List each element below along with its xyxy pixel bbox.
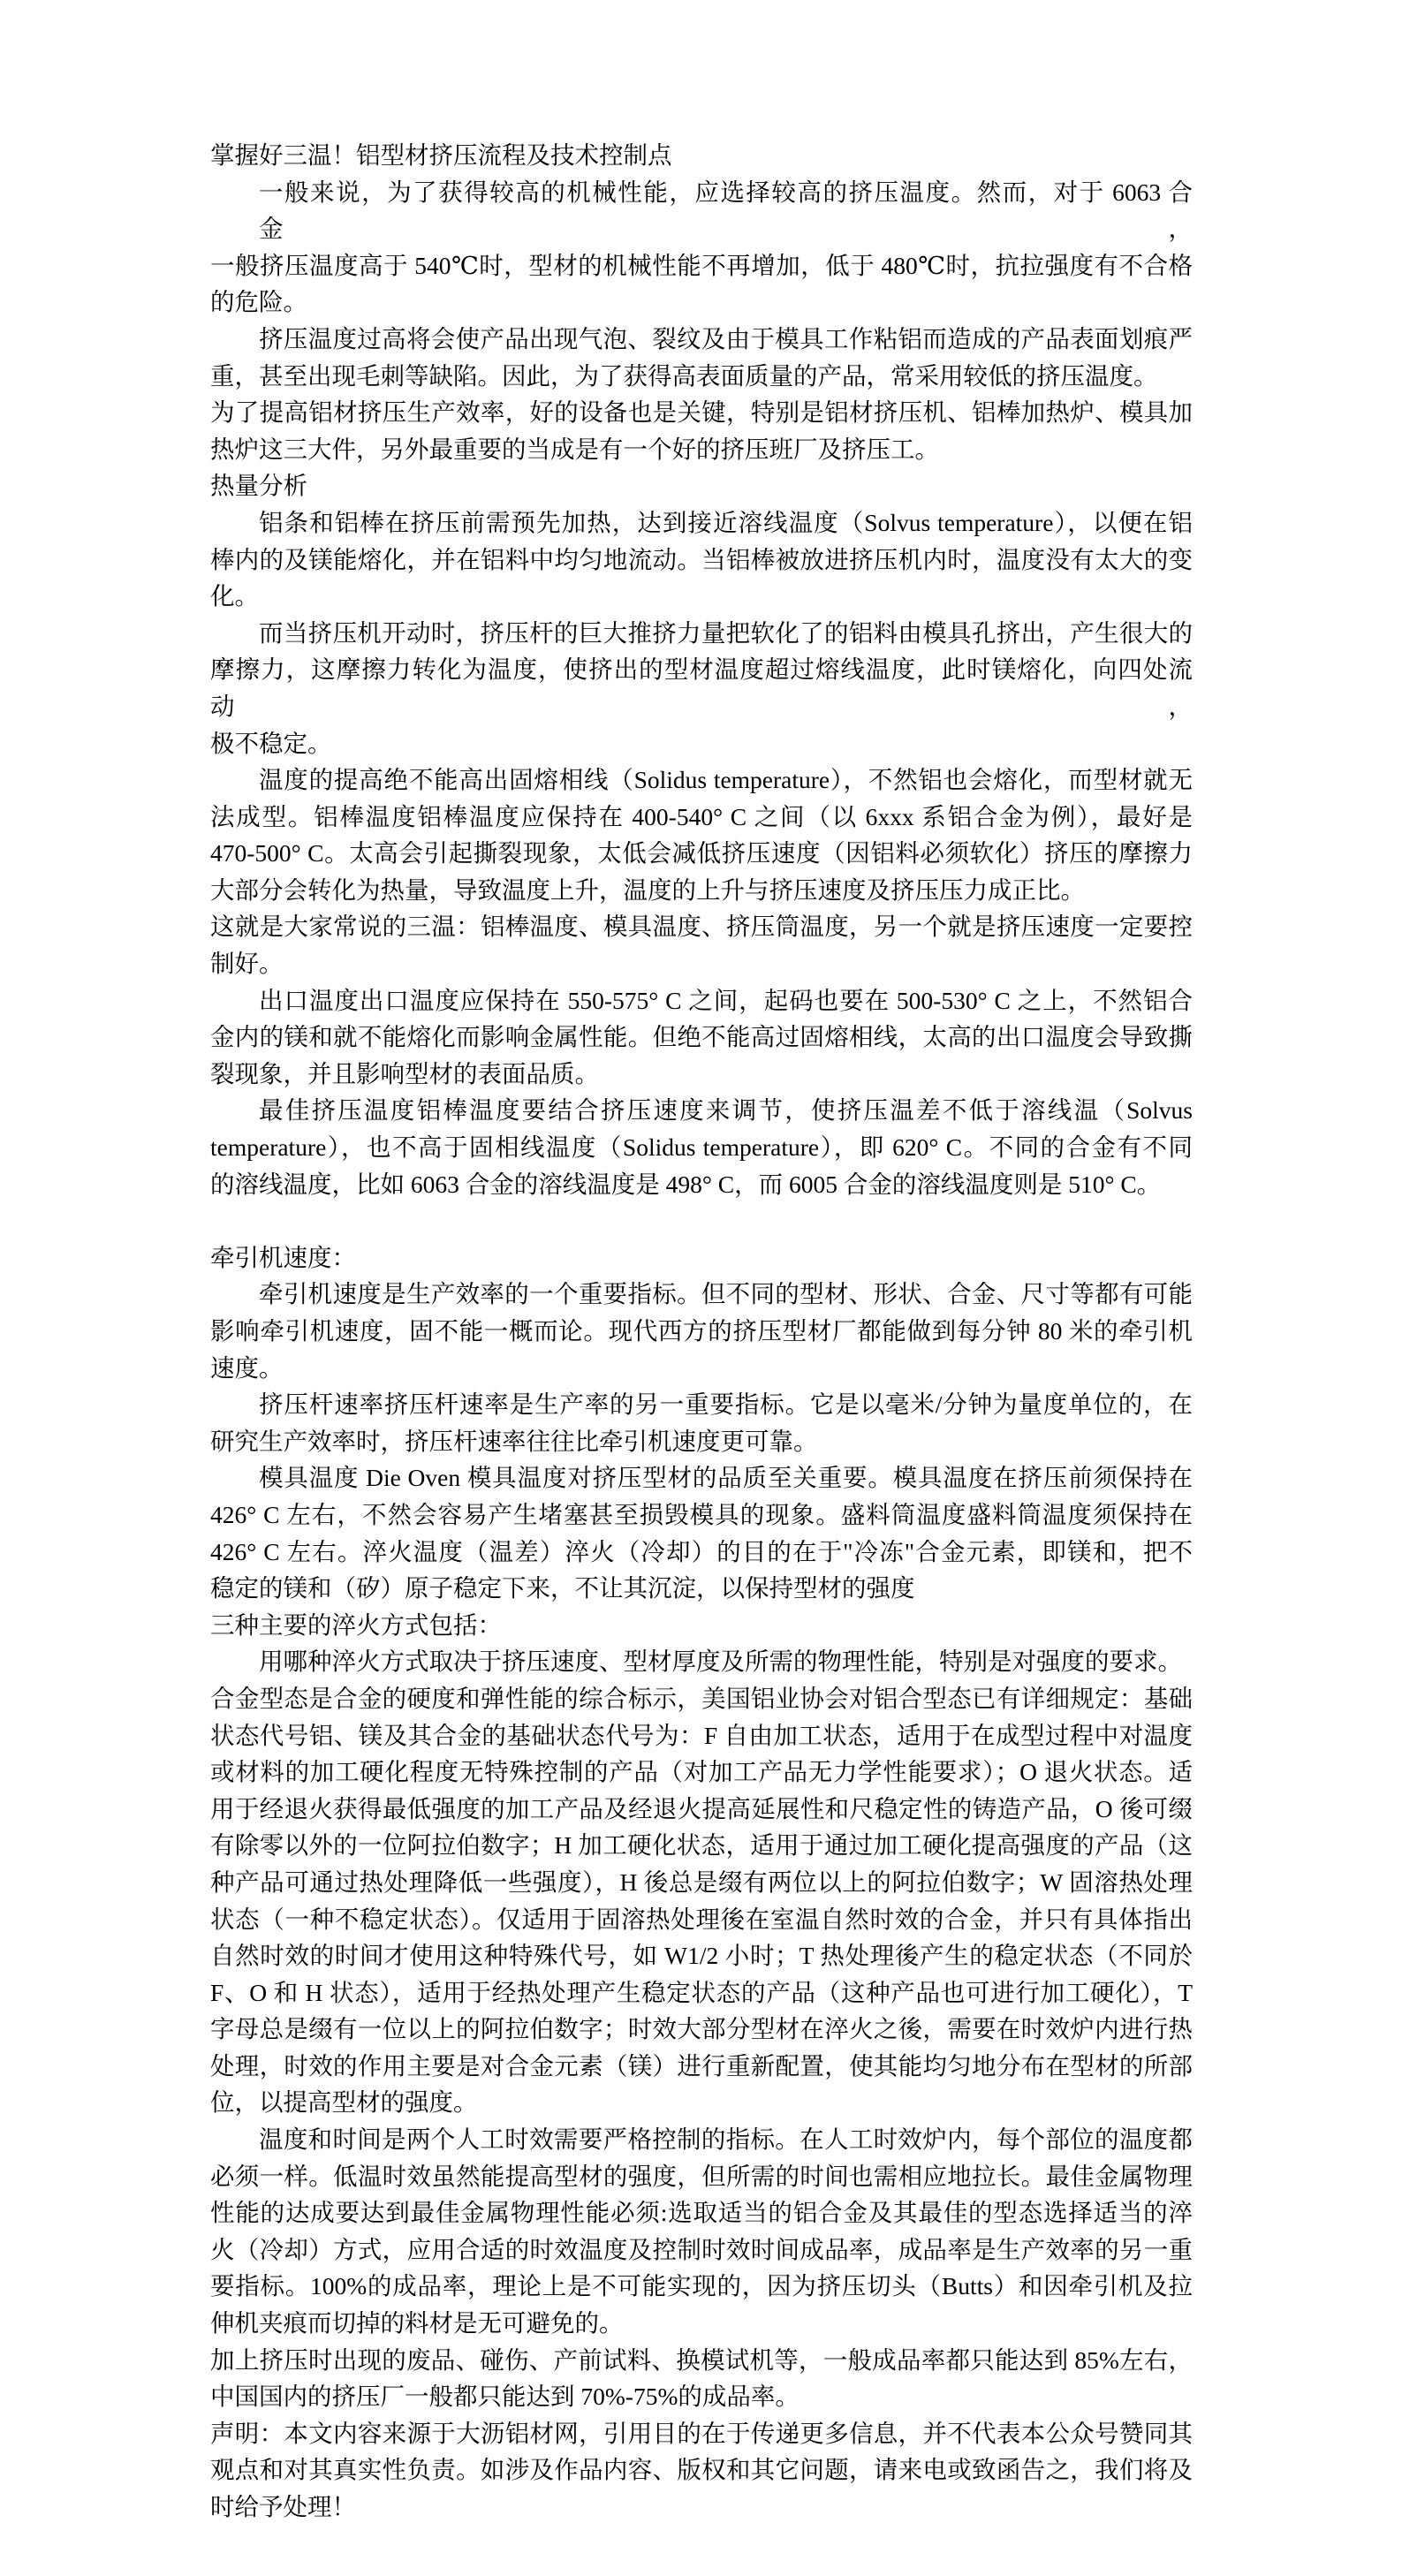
text-line: 用于经退火获得最低强度的加工产品及经退火提高延展性和尺稳定性的铸造产品，O 後可缀 — [210, 1794, 1193, 1822]
text-line: F、O 和 H 状态），适用于经热处理产生稳定状态的产品（这种产品也可进行加工硬化），T — [210, 1978, 1193, 2006]
text-line: 大部分会转化为热量，导致温度上升，温度的上升与挤压速度及挤压压力成正比。 — [210, 875, 1085, 904]
text-line: 研究生产效率时，挤压杆速率往往比牵引机速度更可靠。 — [210, 1427, 818, 1455]
text-line: 470-500° C。太高会引起撕裂现象，太低会减低挤压速度（因铝料必须软化）挤压的摩擦力 — [210, 839, 1193, 868]
blank-line — [210, 1202, 1193, 1239]
text-line: 模具温度 Die Oven 模具温度对挤压型材的品质至关重要。模具温度在挤压前须保持在 — [259, 1464, 1193, 1492]
text-line: 裂现象，并且影响型材的表面品质。 — [210, 1059, 599, 1087]
text-line: 中国国内的挤压厂一般都只能达到 70%-75%的成品率。 — [210, 2383, 800, 2411]
text-line: 而当挤压机开动时，挤压杆的巨大推挤力量把软化了的铝料由模具孔挤出，产生很大的 — [259, 618, 1193, 647]
text-line: 处理，时效的作用主要是对合金元素（镁）进行重新配置，使其能均匀地分布在型材的所部 — [210, 2051, 1193, 2080]
text-line: 合金型态是合金的硬度和弹性能的综合标示，美国铝业协会对铝合型态已有详细规定：基础 — [210, 1684, 1193, 1712]
text-line: 热量分析 — [210, 472, 307, 500]
text-line: 牵引机速度是生产效率的一个重要指标。但不同的型材、形状、合金、尺寸等都有可能 — [259, 1280, 1193, 1308]
text-line: 摩擦力，这摩擦力转化为温度，使挤出的型材温度超过熔线温度，此时镁熔化，向四处流动， — [210, 655, 1193, 720]
text-line: 自然时效的时间才使用这种特殊代号，如 W1/2 小时；T 热处理後产生的稳定状态（不同於 — [210, 1942, 1193, 1970]
text-line: 位，以提高型材的强度。 — [210, 2088, 478, 2117]
text-line: 影响牵引机速度，固不能一概而论。现代西方的挤压型材厂都能做到每分钟 80 米的牵引机 — [210, 1317, 1193, 1345]
text-line: 用哪种淬火方式取决于挤压速度、型材厚度及所需的物理性能，特别是对强度的要求。 — [259, 1648, 1182, 1676]
text-line: 声明：本文内容来源于大沥铝材网，引用目的在于传递更多信息，并不代表本公众号赞同其 — [210, 2419, 1193, 2447]
text-line: 法成型。铝棒温度铝棒温度应保持在 400-540° C 之间（以 6xxx 系铝合金为例），最好是 — [210, 802, 1193, 830]
document-title: 掌握好三温！铝型材挤压流程及技术控制点 — [210, 141, 672, 169]
text-line: 426° C 左右，不然会容易产生堵塞甚至损毁模具的现象。盛料筒温度盛料筒温度须保持在 — [210, 1500, 1193, 1528]
text-line: 铝条和铝棒在挤压前需预先加热，达到接近溶线温度（Solvus temperature），以便在铝 — [259, 508, 1193, 536]
text-line: 棒内的及镁能熔化，并在铝料中均匀地流动。当铝棒被放进挤压机内时，温度没有太大的变 — [210, 545, 1193, 573]
text-line: 极不稳定。 — [210, 729, 332, 757]
text-line: 挤压杆速率挤压杆速率是生产率的另一重要指标。它是以毫米/分钟为量度单位的，在 — [259, 1390, 1193, 1419]
text-line: 火（冷却）方式，应用合适的时效温度及控制时效时间成品率，成品率是生产效率的另一重 — [210, 2235, 1193, 2263]
text-line: 速度。 — [210, 1353, 284, 1382]
text-line: 牵引机速度： — [210, 1243, 356, 1271]
text-line: 的溶线温度，比如 6063 合金的溶线温度是 498° C，而 6005 合金的溶线温度则是 510° C。 — [210, 1170, 1162, 1198]
text-line: 温度和时间是两个人工时效需要严格控制的指标。在人工时效炉内，每个部位的温度都 — [259, 2125, 1193, 2154]
text-line: 挤压温度过高将会使产品出现气泡、裂纹及由于模具工作粘铝而造成的产品表面划痕严 — [259, 324, 1193, 352]
text-line: 或材料的加工硬化程度无特殊控制的产品（对加工产品无力学性能要求）；O 退火状态。适 — [210, 1758, 1193, 1786]
text-line: 重，甚至出现毛刺等缺陷。因此，为了获得高表面质量的产品，常采用较低的挤压温度。 — [210, 361, 1158, 390]
text-line: 字母总是缀有一位以上的阿拉伯数字；时效大部分型材在淬火之後，需要在时效炉内进行热 — [210, 2015, 1193, 2043]
text-line: 种产品可通过热处理降低一些强度），H 後总是缀有两位以上的阿拉伯数字；W 固溶热处理 — [210, 1868, 1193, 1896]
text-line: 一般来说，为了获得较高的机械性能，应选择较高的挤压温度。然而，对于 6063 合金， — [259, 178, 1193, 243]
document-body — [210, 137, 1193, 2526]
text-line: 制好。 — [210, 950, 284, 978]
text-line: 为了提高铝材挤压生产效率，好的设备也是关键，特别是铝材挤压机、铝棒加热炉、模具加 — [210, 398, 1193, 427]
text-line: 稳定的镁和（矽）原子稳定下来，不让其沉淀，以保持型材的强度 — [210, 1574, 915, 1602]
text-line: 出口温度出口温度应保持在 550-575° C 之间，起码也要在 500-530° C 之上，不然铝合 — [259, 986, 1193, 1014]
text-line: 状态（一种不稳定状态）。仅适用于固溶热处理後在室温自然时效的合金，并只有具体指出 — [210, 1905, 1193, 1933]
text-line: 状态代号铝、镁及其合金的基础状态代号为：F 自由加工状态，适用于在成型过程中对温度 — [210, 1721, 1193, 1749]
text-line: 的危险。 — [210, 288, 307, 316]
text-line: 观点和对其真实性负责。如涉及作品内容、版权和其它问题，请来电或致函告之，我们将及 — [210, 2456, 1193, 2484]
text-line: 三种主要的淬火方式包括： — [210, 1610, 502, 1639]
text-line: temperature），也不高于固相线温度（Solidus temperature），即 620° C。不同的合金有不同 — [210, 1133, 1193, 1162]
text-line: 伸机夹痕而切掉的料材是无可避免的。 — [210, 2309, 624, 2337]
text-line: 最佳挤压温度铝棒温度要结合挤压速度来调节，使挤压温差不低于溶线温（Solvus — [259, 1096, 1193, 1125]
text-line: 时给予处理！ — [210, 2493, 356, 2520]
text-line: 温度的提高绝不能高出固熔相线（Solidus temperature），不然铝也会熔化，而型材就无 — [259, 766, 1193, 794]
text-line: 一般挤压温度高于 540℃时，型材的机械性能不再增加，低于 480℃时，抗拉强度有不合格 — [210, 251, 1193, 279]
text-line: 加上挤压时出现的废品、碰伤、产前试料、换模试机等，一般成品率都只能达到 85%左右， — [210, 2345, 1193, 2374]
text-line: 426° C 左右。淬火温度（温差）淬火（冷却）的目的在于"冷冻"合金元素，即镁和，把不 — [210, 1537, 1193, 1565]
text-line: 化。 — [210, 582, 259, 610]
text-line: 性能的达成要达到最佳金属物理性能必须:选取适当的铝合金及其最佳的型态选择适当的淬 — [210, 2199, 1193, 2227]
text-line: 有除零以外的一位阿拉伯数字；H 加工硬化状态，适用于通过加工硬化提高强度的产品（这 — [210, 1831, 1193, 1860]
text-line: 金内的镁和就不能熔化而影响金属性能。但绝不能高过固熔相线，太高的出口温度会导致撕 — [210, 1023, 1193, 1051]
text-line: 要指标。100%的成品率，理论上是不可能实现的，因为挤压切头（Butts）和因牵引机及拉 — [210, 2272, 1193, 2300]
text-line: 必须一样。低温时效虽然能提高型材的强度，但所需的时间也需相应地拉长。最佳金属物理 — [210, 2162, 1193, 2190]
text-line: 热炉这三大件，另外最重要的当成是有一个好的挤压班厂及挤压工。 — [210, 435, 939, 463]
text-line: 这就是大家常说的三温：铝棒温度、模具温度、挤压筒温度，另一个就是挤压速度一定要控 — [210, 913, 1193, 941]
